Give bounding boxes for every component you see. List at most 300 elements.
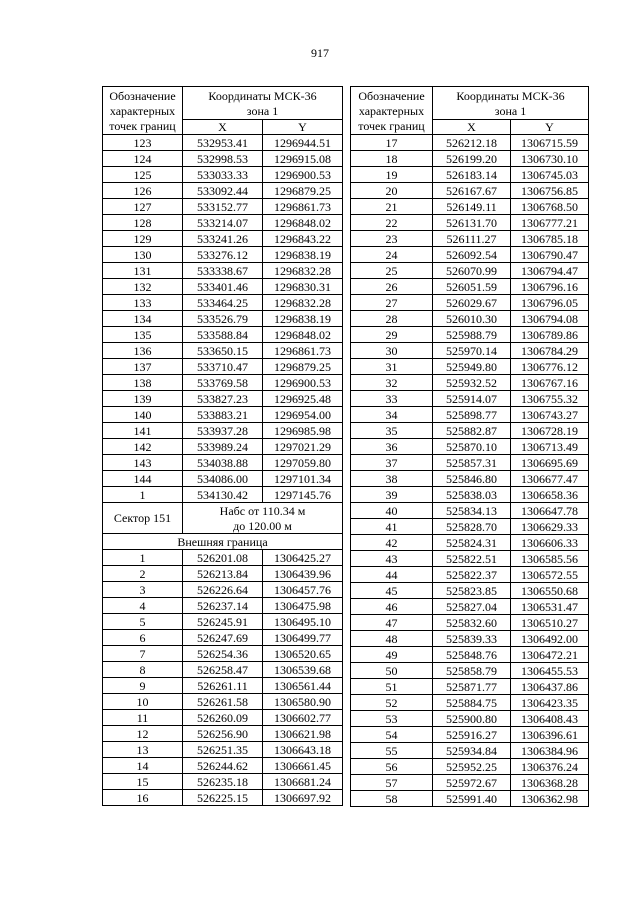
point-id-cell: 44 (351, 567, 433, 583)
x-cell: 526260.09 (183, 710, 263, 726)
y-cell: 1306606.33 (511, 535, 589, 551)
y-cell: 1306767.16 (511, 375, 589, 391)
x-cell: 533989.24 (183, 439, 263, 455)
point-id-cell: 38 (351, 471, 433, 487)
point-id-cell: 29 (351, 327, 433, 343)
point-id-cell: 130 (103, 247, 183, 263)
point-id-cell: 7 (103, 646, 183, 662)
table-row (351, 583, 589, 599)
point-id-cell: 132 (103, 279, 183, 295)
y-cell: 1306790.47 (511, 247, 589, 263)
x-cell: 526244.62 (183, 758, 263, 774)
y-cell: 1306755.32 (511, 391, 589, 407)
header-coordinates-line1: Координаты МСК-36 (208, 89, 317, 103)
y-cell: 1296843.22 (263, 231, 343, 247)
x-cell: 525949.80 (433, 359, 511, 375)
y-cell: 1297101.34 (263, 471, 343, 487)
table-row (103, 199, 343, 215)
coordinates-table-left (102, 86, 343, 806)
y-cell: 1306376.24 (511, 759, 589, 775)
table-row (103, 183, 343, 199)
point-id-cell: 58 (351, 791, 433, 807)
x-cell: 526051.59 (433, 279, 511, 295)
table-row (351, 135, 589, 151)
y-cell: 1306784.29 (511, 343, 589, 359)
x-cell: 526245.91 (183, 614, 263, 630)
point-id-cell: 37 (351, 455, 433, 471)
point-id-cell: 32 (351, 375, 433, 391)
y-cell: 1306455.53 (511, 663, 589, 679)
header-point-designation: Обозначение характерных точек границ (103, 87, 183, 135)
table-row (103, 758, 343, 774)
y-cell: 1296832.28 (263, 295, 343, 311)
x-cell: 533401.46 (183, 279, 263, 295)
point-id-cell: 144 (103, 471, 183, 487)
y-cell: 1306629.33 (511, 519, 589, 535)
y-cell: 1296900.53 (263, 375, 343, 391)
point-id-cell: 45 (351, 583, 433, 599)
y-cell: 1306425.27 (263, 550, 343, 566)
x-cell: 525832.60 (433, 615, 511, 631)
table-row (103, 215, 343, 231)
y-cell: 1296925.48 (263, 391, 343, 407)
x-cell: 532998.53 (183, 151, 263, 167)
table-row (351, 487, 589, 503)
y-cell: 1306550.68 (511, 583, 589, 599)
point-id-cell: 1 (103, 487, 183, 503)
table-row (351, 407, 589, 423)
table-row (351, 455, 589, 471)
y-cell: 1306728.19 (511, 423, 589, 439)
x-cell: 526183.14 (433, 167, 511, 183)
y-cell: 1306785.18 (511, 231, 589, 247)
table-row (351, 695, 589, 711)
table-row (103, 439, 343, 455)
sector-height-line1: Набс от 110.34 м (183, 503, 343, 519)
point-id-cell: 124 (103, 151, 183, 167)
point-id-cell: 42 (351, 535, 433, 551)
y-cell: 1306499.77 (263, 630, 343, 646)
x-cell: 525884.75 (433, 695, 511, 711)
y-cell: 1306730.10 (511, 151, 589, 167)
table-row (103, 167, 343, 183)
point-id-cell: 137 (103, 359, 183, 375)
point-id-cell: 56 (351, 759, 433, 775)
y-cell: 1306472.21 (511, 647, 589, 663)
x-cell: 533033.33 (183, 167, 263, 183)
y-cell: 1296848.02 (263, 327, 343, 343)
x-cell: 526199.20 (433, 151, 511, 167)
sector-height-line2: до 120.00 м (183, 518, 343, 534)
point-id-cell: 21 (351, 199, 433, 215)
point-id-cell: 26 (351, 279, 433, 295)
point-id-cell: 143 (103, 455, 183, 471)
point-id-cell: 51 (351, 679, 433, 695)
table-row (103, 455, 343, 471)
point-id-cell: 15 (103, 774, 183, 790)
table-row (103, 327, 343, 343)
table-row (351, 711, 589, 727)
x-cell: 526254.36 (183, 646, 263, 662)
y-cell: 1306572.55 (511, 567, 589, 583)
point-id-cell: 43 (351, 551, 433, 567)
table-row (103, 678, 343, 694)
table-row (103, 375, 343, 391)
header-coordinates-line2: зона 1 (246, 104, 279, 118)
table-row (351, 167, 589, 183)
sector-label: Сектор 151 (103, 503, 183, 534)
table-row (351, 503, 589, 519)
x-cell: 526111.27 (433, 231, 511, 247)
point-id-cell: 30 (351, 343, 433, 359)
x-cell: 526258.47 (183, 662, 263, 678)
x-cell: 533883.21 (183, 407, 263, 423)
header-y: Y (511, 120, 589, 135)
y-cell: 1306384.96 (511, 743, 589, 759)
coordinates-table-right (350, 86, 589, 807)
point-id-cell: 123 (103, 135, 183, 151)
point-id-cell: 41 (351, 519, 433, 535)
x-cell: 526010.30 (433, 311, 511, 327)
point-id-cell: 131 (103, 263, 183, 279)
table-row (351, 791, 589, 807)
table-row (351, 679, 589, 695)
table-row (351, 599, 589, 615)
table-row (351, 615, 589, 631)
table-row (103, 582, 343, 598)
x-cell: 525952.25 (433, 759, 511, 775)
point-id-cell: 46 (351, 599, 433, 615)
table-row (351, 759, 589, 775)
point-id-cell: 25 (351, 263, 433, 279)
header-coordinates (183, 87, 343, 120)
y-cell: 1306661.45 (263, 758, 343, 774)
x-cell: 525972.67 (433, 775, 511, 791)
point-id-cell: 128 (103, 215, 183, 231)
page-number: 917 (311, 46, 329, 60)
y-cell: 1296832.28 (263, 263, 343, 279)
x-cell: 525828.70 (433, 519, 511, 535)
table-row (103, 726, 343, 742)
table-row (351, 743, 589, 759)
x-cell: 525900.80 (433, 711, 511, 727)
y-cell: 1306408.43 (511, 711, 589, 727)
point-id-cell: 12 (103, 726, 183, 742)
y-cell: 1306510.27 (511, 615, 589, 631)
y-cell: 1296879.25 (263, 183, 343, 199)
point-id-cell: 22 (351, 215, 433, 231)
x-cell: 525970.14 (433, 343, 511, 359)
header-coordinates (433, 87, 589, 120)
y-cell: 1306602.77 (263, 710, 343, 726)
x-cell: 525823.85 (433, 583, 511, 599)
point-id-cell: 53 (351, 711, 433, 727)
point-id-cell: 39 (351, 487, 433, 503)
x-cell: 525824.31 (433, 535, 511, 551)
table-row (351, 295, 589, 311)
table-row (351, 215, 589, 231)
header-y: Y (263, 120, 343, 135)
y-cell: 1306796.05 (511, 295, 589, 311)
point-id-cell: 129 (103, 231, 183, 247)
y-cell: 1306457.76 (263, 582, 343, 598)
header-point-designation: Обозначение характерных точек границ (351, 87, 433, 135)
y-cell: 1296861.73 (263, 199, 343, 215)
y-cell: 1296954.00 (263, 407, 343, 423)
point-id-cell: 17 (351, 135, 433, 151)
point-id-cell: 33 (351, 391, 433, 407)
x-cell: 526212.18 (433, 135, 511, 151)
table-row (103, 662, 343, 678)
header-coordinates-line2: зона 1 (494, 104, 527, 118)
table-row (103, 694, 343, 710)
x-cell: 533276.12 (183, 247, 263, 263)
x-cell: 533152.77 (183, 199, 263, 215)
table-row (351, 151, 589, 167)
point-id-cell: 36 (351, 439, 433, 455)
y-cell: 1306777.21 (511, 215, 589, 231)
table-row (103, 550, 343, 566)
y-cell: 1306768.50 (511, 199, 589, 215)
point-id-cell: 11 (103, 710, 183, 726)
y-cell: 1306362.98 (511, 791, 589, 807)
table-row (103, 263, 343, 279)
x-cell: 533464.25 (183, 295, 263, 311)
y-cell: 1296915.08 (263, 151, 343, 167)
x-cell: 525838.03 (433, 487, 511, 503)
table-row (103, 790, 343, 806)
y-cell: 1306695.69 (511, 455, 589, 471)
table-row (103, 311, 343, 327)
x-cell: 525934.84 (433, 743, 511, 759)
table-row (351, 327, 589, 343)
table-row (351, 183, 589, 199)
point-id-cell: 134 (103, 311, 183, 327)
x-cell: 526261.58 (183, 694, 263, 710)
y-cell: 1306531.47 (511, 599, 589, 615)
table-row (351, 279, 589, 295)
point-id-cell: 127 (103, 199, 183, 215)
point-id-cell: 133 (103, 295, 183, 311)
x-cell: 534130.42 (183, 487, 263, 503)
table-row (351, 359, 589, 375)
y-cell: 1306776.12 (511, 359, 589, 375)
y-cell: 1306561.44 (263, 678, 343, 694)
outer-boundary-row (103, 534, 343, 550)
y-cell: 1306713.49 (511, 439, 589, 455)
table-row (351, 663, 589, 679)
x-cell: 525846.80 (433, 471, 511, 487)
x-cell: 526070.99 (433, 263, 511, 279)
point-id-cell: 125 (103, 167, 183, 183)
table-row (103, 598, 343, 614)
x-cell: 525822.37 (433, 567, 511, 583)
point-id-cell: 2 (103, 566, 183, 582)
table-row (351, 471, 589, 487)
x-cell: 526247.69 (183, 630, 263, 646)
y-cell: 1306423.35 (511, 695, 589, 711)
point-id-cell: 3 (103, 582, 183, 598)
point-id-cell: 136 (103, 343, 183, 359)
table-row (351, 263, 589, 279)
y-cell: 1306658.36 (511, 487, 589, 503)
table-row (351, 199, 589, 215)
x-cell: 526092.54 (433, 247, 511, 263)
x-cell: 525827.04 (433, 599, 511, 615)
x-cell: 525848.76 (433, 647, 511, 663)
y-cell: 1296830.31 (263, 279, 343, 295)
table-row (351, 423, 589, 439)
point-id-cell: 50 (351, 663, 433, 679)
point-id-cell: 4 (103, 598, 183, 614)
y-cell: 1296838.19 (263, 311, 343, 327)
y-cell: 1306681.24 (263, 774, 343, 790)
x-cell: 533588.84 (183, 327, 263, 343)
x-cell: 533937.28 (183, 423, 263, 439)
table-row (103, 742, 343, 758)
point-id-cell: 8 (103, 662, 183, 678)
x-cell: 526149.11 (433, 199, 511, 215)
x-cell: 525822.51 (433, 551, 511, 567)
table-row (351, 535, 589, 551)
x-cell: 525834.13 (433, 503, 511, 519)
y-cell: 1306520.65 (263, 646, 343, 662)
x-cell: 525857.31 (433, 455, 511, 471)
point-id-cell: 18 (351, 151, 433, 167)
point-id-cell: 52 (351, 695, 433, 711)
table-row (103, 407, 343, 423)
point-id-cell: 142 (103, 439, 183, 455)
y-cell: 1296861.73 (263, 343, 343, 359)
point-id-cell: 9 (103, 678, 183, 694)
y-cell: 1296848.02 (263, 215, 343, 231)
table-row (103, 774, 343, 790)
x-cell: 532953.41 (183, 135, 263, 151)
point-id-cell: 135 (103, 327, 183, 343)
x-cell: 526251.35 (183, 742, 263, 758)
x-cell: 526261.11 (183, 678, 263, 694)
point-id-cell: 27 (351, 295, 433, 311)
point-id-cell: 47 (351, 615, 433, 631)
x-cell: 534038.88 (183, 455, 263, 471)
y-cell: 1306697.92 (263, 790, 343, 806)
y-cell: 1296900.53 (263, 167, 343, 183)
table-row (103, 295, 343, 311)
point-id-cell: 54 (351, 727, 433, 743)
y-cell: 1297059.80 (263, 455, 343, 471)
x-cell: 525870.10 (433, 439, 511, 455)
table-row (103, 630, 343, 646)
table-row (103, 614, 343, 630)
point-id-cell: 31 (351, 359, 433, 375)
x-cell: 533650.15 (183, 343, 263, 359)
header-coordinates-line1: Координаты МСК-36 (456, 89, 565, 103)
table-row (351, 647, 589, 663)
y-cell: 1306794.08 (511, 311, 589, 327)
x-cell: 525858.79 (433, 663, 511, 679)
y-cell: 1306475.98 (263, 598, 343, 614)
y-cell: 1306745.03 (511, 167, 589, 183)
table-row (103, 471, 343, 487)
x-cell: 533214.07 (183, 215, 263, 231)
point-id-cell: 57 (351, 775, 433, 791)
table-row (351, 231, 589, 247)
point-id-cell: 49 (351, 647, 433, 663)
point-id-cell: 13 (103, 742, 183, 758)
x-cell: 525839.33 (433, 631, 511, 647)
point-id-cell: 14 (103, 758, 183, 774)
point-id-cell: 19 (351, 167, 433, 183)
x-cell: 534086.00 (183, 471, 263, 487)
y-cell: 1296985.98 (263, 423, 343, 439)
point-id-cell: 5 (103, 614, 183, 630)
table-row (351, 247, 589, 263)
x-cell: 525898.77 (433, 407, 511, 423)
table-row (103, 646, 343, 662)
table-row (351, 343, 589, 359)
x-cell: 526235.18 (183, 774, 263, 790)
header-x: X (183, 120, 263, 135)
x-cell: 525916.27 (433, 727, 511, 743)
table-row (351, 631, 589, 647)
point-id-cell: 141 (103, 423, 183, 439)
point-id-cell: 35 (351, 423, 433, 439)
y-cell: 1297021.29 (263, 439, 343, 455)
x-cell: 526029.67 (433, 295, 511, 311)
y-cell: 1306621.98 (263, 726, 343, 742)
y-cell: 1306715.59 (511, 135, 589, 151)
x-cell: 533338.67 (183, 263, 263, 279)
table-row (103, 279, 343, 295)
x-cell: 533769.58 (183, 375, 263, 391)
y-cell: 1306677.47 (511, 471, 589, 487)
table-row (103, 423, 343, 439)
x-cell: 533827.23 (183, 391, 263, 407)
point-id-cell: 34 (351, 407, 433, 423)
point-id-cell: 28 (351, 311, 433, 327)
table-row (351, 439, 589, 455)
point-id-cell: 140 (103, 407, 183, 423)
x-cell: 525914.07 (433, 391, 511, 407)
table-row (351, 775, 589, 791)
y-cell: 1306437.86 (511, 679, 589, 695)
x-cell: 533092.44 (183, 183, 263, 199)
y-cell: 1306796.16 (511, 279, 589, 295)
x-cell: 525871.77 (433, 679, 511, 695)
sector-row (103, 503, 343, 519)
x-cell: 526131.70 (433, 215, 511, 231)
x-cell: 526213.84 (183, 566, 263, 582)
x-cell: 525988.79 (433, 327, 511, 343)
x-cell: 526226.64 (183, 582, 263, 598)
table-row (103, 231, 343, 247)
table-row (103, 487, 343, 503)
point-id-cell: 138 (103, 375, 183, 391)
outer-boundary-label: Внешняя граница (103, 534, 343, 550)
x-cell: 526237.14 (183, 598, 263, 614)
y-cell: 1296879.25 (263, 359, 343, 375)
y-cell: 1306495.10 (263, 614, 343, 630)
x-cell: 525932.52 (433, 375, 511, 391)
point-id-cell: 55 (351, 743, 433, 759)
table-row (103, 391, 343, 407)
y-cell: 1306439.96 (263, 566, 343, 582)
x-cell: 533710.47 (183, 359, 263, 375)
y-cell: 1306492.00 (511, 631, 589, 647)
table-row (351, 519, 589, 535)
y-cell: 1296944.51 (263, 135, 343, 151)
table-row (351, 727, 589, 743)
